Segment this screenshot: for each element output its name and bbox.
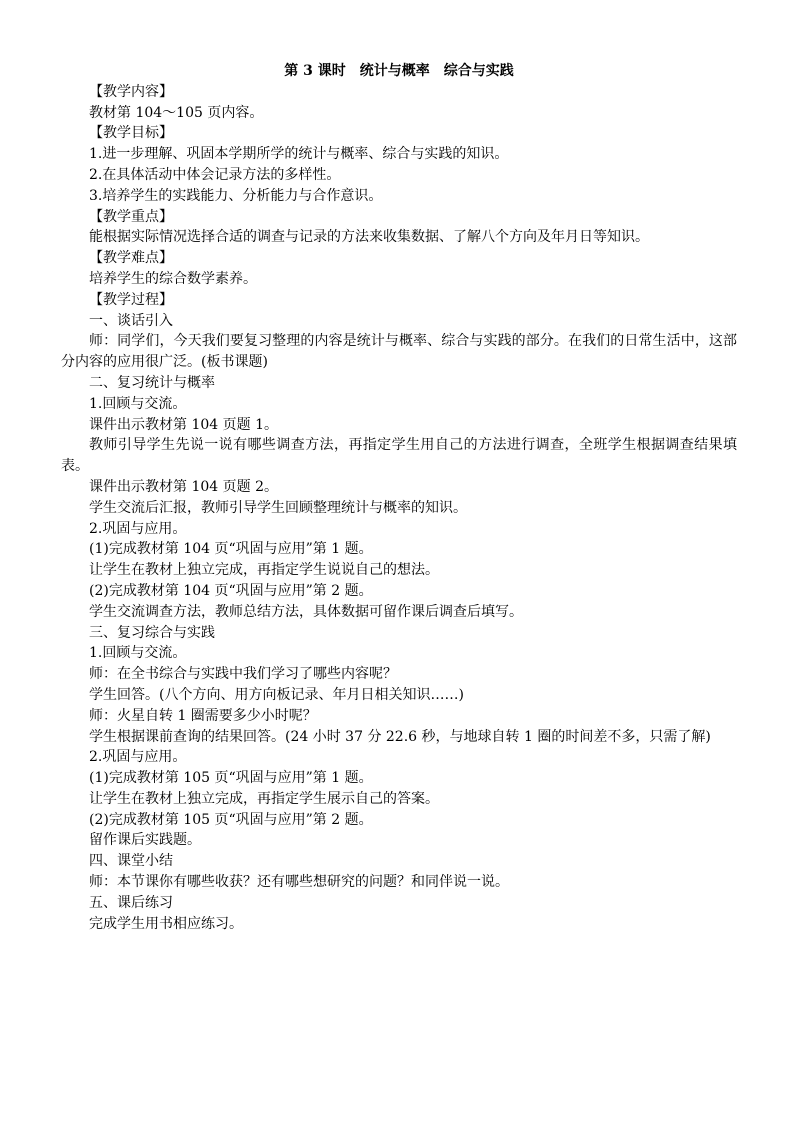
paragraph: 2.在具体活动中体会记录方法的多样性。 [89,166,341,183]
paragraph: 教材第 104～105 页内容。 [89,104,264,121]
paragraph: 【教学目标】 [89,125,173,142]
paragraph: 师：在全书综合与实践中我们学习了哪些内容呢？ [89,666,397,683]
document-page [61,61,737,934]
paragraph: 培养学生的综合数学素养。 [89,270,257,287]
paragraph: 学生回答。(八个方向、用方向板记录、年月日相关知识……) [89,686,464,703]
paragraph: 学生交流调查方法，教师总结方法，具体数据可留作课后调查后填写。 [89,603,523,620]
paragraph: 2.巩固与应用。 [89,520,187,537]
paragraph: 五、课后练习 [89,894,173,911]
paragraph: (2)完成教材第 104 页“巩固与应用”第 2 题。 [89,582,373,599]
paragraph: 教师引导学生先说一说有哪些调查方法，再指定学生用自己的方法进行调查，全班学生根据调查结果填表。 [61,437,737,475]
paragraph: (1)完成教材第 104 页“巩固与应用”第 1 题。 [89,541,373,558]
paragraph: 三、复习综合与实践 [89,624,215,641]
paragraph: (2)完成教材第 105 页“巩固与应用”第 2 题。 [89,811,373,828]
paragraph: (1)完成教材第 105 页“巩固与应用”第 1 题。 [89,770,373,787]
paragraph: 师：本节课你有哪些收获？还有哪些想研究的问题？和同伴说一说。 [89,874,509,891]
paragraph: 师：同学们，今天我们要复习整理的内容是统计与概率、综合与实践的部分。在我们的日常生活中，这部分内容的应用很广泛。(板书课题) [61,333,737,371]
paragraph: 能根据实际情况选择合适的调查与记录的方法来收集数据、了解八个方向及年月日等知识。 [89,229,649,246]
paragraph: 完成学生用书相应练习。 [89,915,243,932]
paragraph: 【教学内容】 [89,83,173,100]
paragraph: 1.进一步理解、巩固本学期所学的统计与概率、综合与实践的知识。 [89,146,509,163]
page-title: 第 3 课时 统计与概率 综合与实践 [284,63,514,79]
paragraph: 课件出示教材第 104 页题 1。 [89,416,278,433]
paragraph: 1.回顾与交流。 [89,645,187,662]
paragraph: 【教学难点】 [89,250,173,267]
paragraph: 【教学过程】 [89,291,173,308]
paragraph: 3.培养学生的实践能力、分析能力与合作意识。 [89,187,383,204]
paragraph: 【教学重点】 [89,208,173,225]
paragraph: 让学生在教材上独立完成，再指定学生展示自己的答案。 [89,790,439,807]
paragraph: 师：火星自转 1 圈需要多少小时呢？ [89,707,317,724]
paragraph: 学生根据课前查询的结果回答。(24 小时 37 分 22.6 秒，与地球自转 1 圈的时间差不多，只需了解) [89,728,711,745]
paragraph: 1.回顾与交流。 [89,395,187,412]
paragraph: 二、复习统计与概率 [89,374,215,391]
paragraph: 留作课后实践题。 [89,832,201,849]
paragraph: 2.巩固与应用。 [89,749,187,766]
paragraph: 四、课堂小结 [89,853,173,870]
document-body [61,82,737,935]
paragraph: 课件出示教材第 104 页题 2。 [89,478,278,495]
paragraph: 让学生在教材上独立完成，再指定学生说说自己的想法。 [89,562,439,579]
paragraph: 一、谈话引入 [89,312,173,329]
paragraph: 学生交流后汇报，教师引导学生回顾整理统计与概率的知识。 [89,499,467,516]
